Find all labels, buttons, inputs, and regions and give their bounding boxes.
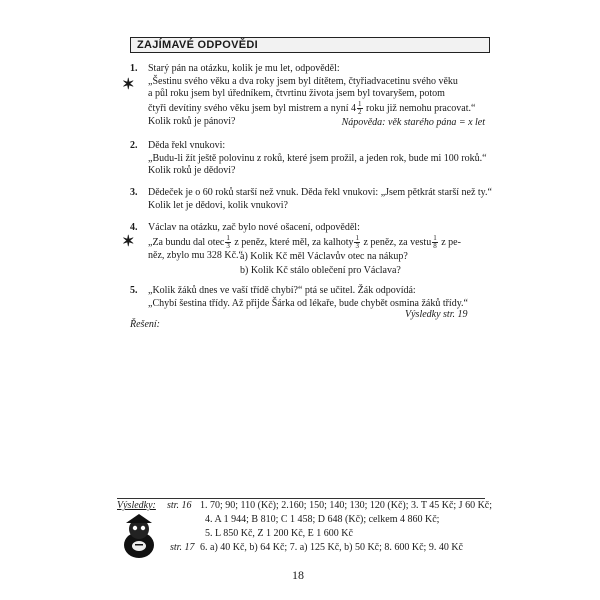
problem-number: 2. [130,140,138,151]
problem-number: 3. [130,187,138,198]
answers-line-1: 1. 70; 90; 110 (Kč); 2.160; 150; 140; 130; 120 (Kč); 3. T 45 Kč; J 60 Kč; [200,500,493,511]
mascot-icon [117,512,161,560]
results-reference: Výsledky str. 19 [405,309,468,320]
problem-text [148,187,492,212]
fraction: $\frac{1}{3}$ [355,233,359,250]
problem-text [148,140,488,178]
text-line: Dědeček je o 60 roků starší než vnuk. Děda řekl vnukovi: „Jsem pětkrát starší než ty.“ [148,187,492,198]
problem-number: 1. [130,63,138,74]
fraction: $\frac{1}{2}$ [358,99,362,116]
page-number: 18 [292,568,304,582]
text-line: „Za bundu dal otec $\frac{1}{3}$ z peněz, které měl, za kalhoty $\frac{1}{3}$ z peněz, za vestu $\frac{1}{8}$ z pe- [148,233,461,250]
text-line: „Šestinu svého věku a dva roky jsem byl dítětem, čtyřiadvacetinu svého věku [148,75,458,87]
answers-divider [117,498,485,499]
answers-line-2: 4. A 1 944; B 810; C 1 458; D 648 (Kč); celkem 4 860 Kč; [205,514,440,525]
answers-line-3: 5. L 850 Kč, Z 1 200 Kč, E 1 600 Kč [205,528,353,539]
problem-text [148,285,488,310]
answers-line-4-ref: str. 17 [170,542,195,553]
text-line: Kolik roků je pánovi? [148,115,236,127]
text-line: „Kolik žáků dnes ve vaší třídě chybí?“ ptá se učitel. Žák odpovídá: [148,285,416,296]
text-line: Kolik let je dědovi, kolik vnukovi? [148,199,288,211]
section-title: ZAJÍMAVÉ ODPOVĚDI [130,37,490,53]
text-line: něz, zbylo mu 328 Kč.“ [148,249,243,261]
hint-text: Nápověda: věk starého pána = x let [341,117,485,128]
text-line: Děda řekl vnukovi: [148,140,226,151]
text-line: čtyři devítiny svého věku jsem byl mistrem a nyní 4 $\frac{1}{2}$ roku již nemohu pracovat.“ [148,99,476,116]
sub-question-b: b) Kolik Kč stálo oblečení pro Václava? [240,265,401,276]
answers-line-4: 6. a) 40 Kč, b) 64 Kč; 7. a) 125 Kč, b) 50 Kč; 8. 600 Kč; 9. 40 Kč [200,542,463,553]
text-line: Václav na otázku, zač bylo nové ošacení, odpověděl: [148,222,360,233]
text-line: Kolik roků je dědovi? [148,165,236,177]
fraction: $\frac{1}{3}$ [226,233,230,250]
text-line: „Budu-li žít ještě polovinu z roků, které jsem prožil, a jeden rok, bude mi 100 roků.“ [148,152,487,164]
text-line: Starý pán na otázku, kolik je mu let, odpověděl: [148,63,340,74]
sub-question-a: a) Kolik Kč měl Václavův otec na nákup? [240,251,408,262]
fraction: $\frac{1}{8}$ [433,233,437,250]
solution-label: Řešení: [130,319,160,330]
star-icon: ✶ [122,234,135,250]
text-line: „Chybí šestina třídy. Až přijde Šárka od lékaře, bude chybět osmina žáků třídy.“ [148,297,468,309]
problem-number: 4. [130,222,138,233]
star-icon: ✶ [122,77,135,93]
problem-number: 5. [130,285,138,296]
answers-label: Výsledky: [117,500,156,511]
answers-line-1-ref: str. 16 [167,500,192,511]
text-line: a půl roku jsem byl úředníkem, čtvrtinu života jsem byl tovaryšem, potom [148,88,445,100]
